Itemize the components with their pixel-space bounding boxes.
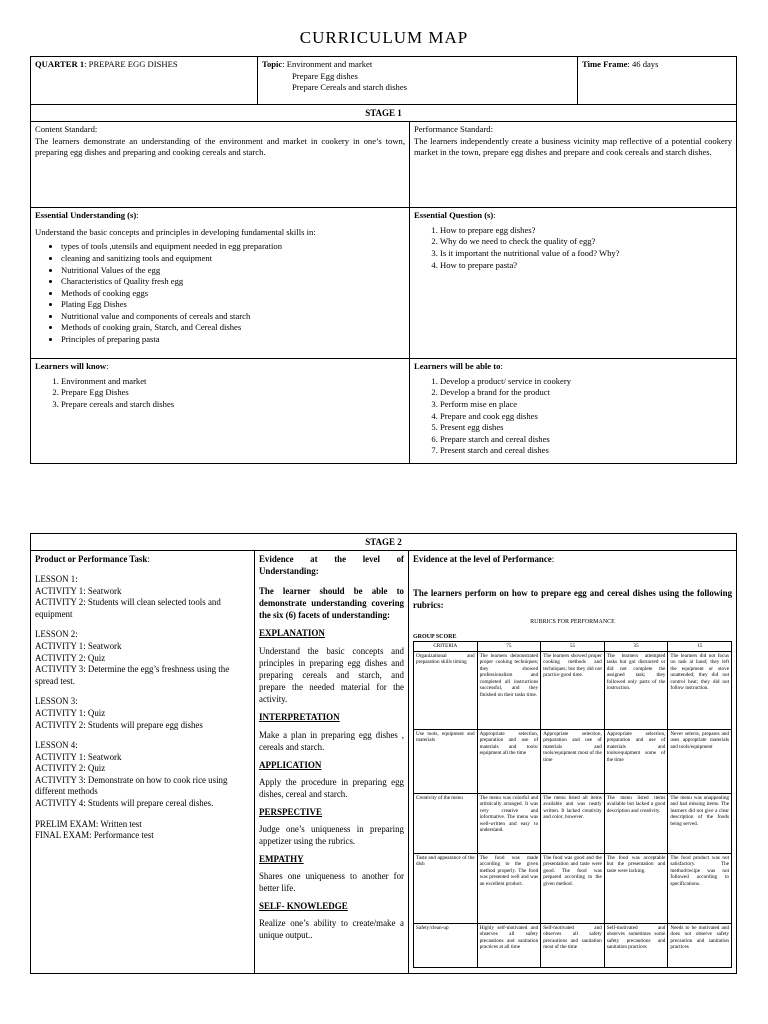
lesson-line: ACTIVITY 3: Demonstrate on how to cook rice using different methods (35, 774, 228, 797)
stage2-heading: STAGE 2 (31, 534, 737, 551)
rubric-cell: Creativity of the menu (414, 793, 478, 853)
rubric-cell: Self-motivated and observes all safety precautions and sanitation most of the time (541, 923, 605, 967)
rubric-header-row (414, 642, 732, 652)
lesson-2 (35, 629, 250, 687)
list-item: 4. Prepare and cook egg dishes (440, 411, 732, 423)
evidence-understanding-cell: Evidence at the level of Understanding: The learner should be able to demonstrate understanding covering the six (6) facets of understanding: EXPLANATION Understand the basic concepts and principles in preparing egg dishes and preparing cereals and starch, and prepare the needed material for the activity. INTERPRETATION Make a plan in preparing egg dishes , cereals and starch. APPLICATION Apply the procedure in preparing egg dishes, cereal and starch. PERSPECTIVE Judge one’s uniqueness in preparing appetizer using the rubrics. EMPATHY Shares one uniqueness to another for better life. SELF- KNOWLEDGE Realize one’s ability to create/make a unique output.. (255, 551, 409, 974)
rubric-cell: Appropriate selection, preparation and use of materials and tools/equipment some of the time (604, 729, 668, 793)
content-standard-text: The learners demonstrate an understanding of the environment and market in cookery in one’s town, preparing egg dishes and preparing and cooking cereals and starch. (35, 135, 405, 158)
lesson-line: ACTIVITY 1: Quiz (35, 707, 106, 718)
rubric-cell: Highly self-motivated and observes all safety precautions and sanitation practices at all time (477, 923, 541, 967)
table-row (414, 729, 732, 793)
rubric-cell: The menu was colorful and artistically arranged. It was very creative and informative. The menu was well-written and easy to understand. (477, 793, 541, 853)
eu-intro: Understand the basic concepts and principles in developing fundamental skills in: (35, 226, 316, 237)
rubric-cell: The food was made according to the given method properly. The food was presented well and was an excellent product. (477, 853, 541, 923)
facet-text: Realize one’s ability to create/make a unique output.. (259, 918, 404, 941)
know-list (35, 376, 405, 411)
rubric-cell: The learners demonstrated proper cooking techniques; they showed professionalism and completed all instructions successful, and they finished on their tasks time. (477, 651, 541, 729)
list-item: 3. Perform mise en place (440, 399, 732, 411)
exam-line: FINAL EXAM: Performance test (35, 830, 154, 841)
list-item: 1. Environment and market (61, 376, 405, 388)
facet-text: Judge one’s uniqueness in preparing appetizer using the rubrics. (259, 823, 404, 846)
topic-line-2: Prepare Egg dishes (292, 70, 358, 81)
list-item: 7. Present starch and cereal dishes (440, 445, 732, 457)
topic-cell (258, 57, 578, 105)
group-score-label: GROUP SCORE (413, 634, 457, 641)
lesson-line: LESSON 3: (35, 696, 78, 707)
able-label: Learners will be able to (414, 361, 501, 372)
page-title: CURRICULUM MAP (299, 28, 469, 47)
list-item: 4. How to prepare pasta? (440, 260, 732, 272)
lesson-1 (35, 574, 250, 620)
rubric-cell: Safety/clean-up (414, 923, 478, 967)
list-item: 2. Develop a brand for the product (440, 387, 732, 399)
stage2-table (30, 533, 737, 974)
facet-text: Shares one uniqueness to another for better life. (259, 871, 404, 894)
list-item: 1. Develop a product/ service in cookery (440, 376, 732, 388)
rubric-table (413, 641, 732, 968)
lesson-4 (35, 740, 250, 809)
facet-name: APPLICATION (259, 759, 322, 770)
list-item: • Plating Egg Dishes (61, 299, 405, 311)
rubric-cell: The food was good and the presentation and taste were good. The food was prepared according to the given method. (541, 853, 605, 923)
timeframe-value: : 46 days (627, 59, 659, 69)
list-item: • Characteristics of Quality fresh egg (61, 276, 405, 288)
lesson-line: LESSON 1: (35, 574, 78, 585)
rubric-cell: The menu listed all items available and was neatly written. It lacked creativity and color, however. (541, 793, 605, 853)
essential-understanding-cell: Essential Understanding (s): Understand the basic concepts and principles in developing fundamental skills in: • types of tools ,utensils and equipment needed in egg preparation • cleaning and sanitizing tools and equipment • Nutritional Values of the egg • Characteristics of Quality fresh egg • Methods of cooking eggs • Plating Egg Dishes • Nutritional value and components of cereals and starch • Methods of cooking grain, Starch, and Cereal dishes • Principles of preparing pasta (31, 208, 410, 359)
table-row (414, 793, 732, 853)
quarter-label: QUARTER 1 (35, 59, 85, 69)
facet-name: EXPLANATION (259, 628, 325, 639)
lesson-3 (35, 696, 250, 731)
rubric-cell: The learners attempted tasks but got distracted or did not complete the assigned task; they followed only parts of the instruction. (604, 651, 668, 729)
quarter-value: : PREPARE EGG DISHES (84, 59, 178, 69)
rubric-cell: The food product was not satisfactory. The method/recipe was not followed according to specifications. (668, 853, 732, 923)
rubric-header-cell: CRITERIA (414, 642, 478, 652)
timeframe-label: Time Frame (582, 59, 628, 69)
content-standard-label: Content Standard: (35, 124, 98, 135)
lesson-line: ACTIVITY 1: Seatwork (35, 641, 122, 652)
exams (35, 819, 250, 842)
list-item: • cleaning and sanitizing tools and equipment (61, 253, 405, 265)
eu-label: Essential Understanding (s) (35, 210, 137, 221)
rubric-cell: Never selects, prepares and uses appropriate materials and tools/equipment (668, 729, 732, 793)
evidence-understanding-intro: The learner should be able to demonstrate understanding covering the six (6) facets of understanding (259, 586, 404, 621)
evidence-understanding-label: Evidence at the level of Understanding (259, 554, 404, 577)
know-label: Learners will know (35, 361, 107, 372)
facet-name: PERSPECTIVE (259, 806, 323, 817)
performance-standard-cell (410, 122, 737, 208)
lesson-line: LESSON 2: (35, 629, 78, 640)
rubric-cell: Organizational and preparation skills timing (414, 651, 478, 729)
rubric-cell: The learners did not focus on task at hand; they left the equipment or stove unattended; they did not control heat; they did not follow instruction. (668, 651, 732, 729)
rubric-cell: The menu listed items available but lacked a good description and creativity. (604, 793, 668, 853)
topic-label: Topic (262, 59, 283, 69)
facet-name: SELF- KNOWLEDGE (259, 901, 348, 912)
rubric-cell: Needs to be motivated and does not observe safety precaution and sanitation practices (668, 923, 732, 967)
facet-name: EMPATHY (259, 853, 304, 864)
exam-line: PRELIM EXAM: Written test (35, 818, 142, 829)
rubric-cell: The menu was unappealing and had missing items. The learners did not give a clear description of the foods being served. (668, 793, 732, 853)
content-standard-cell (31, 122, 410, 208)
eu-list (35, 241, 405, 345)
performance-task-cell: Product or Performance Task: LESSON 1: ACTIVITY 1: Seatwork ACTIVITY 2: Students will clean selected tools and equipment LESSON 2: ACTIVITY 1: Seatwork ACTIVITY 2: Quiz ACTIVITY 3: Determine the egg’s freshness using the spread test. LESSON 3: ACTIVITY 1: Quiz ACTIVITY 2: Students will prepare egg dishes LESSON 4: ACTIVITY 1: Seatwork ACTIVITY 2: Quiz ACTIVITY 3: Demonstrate on how to cook rice using different methods ACTIVITY 4: Students will prepare cereal dishes. PRELIM EXAM: Written test FINAL EXAM: Performance test (31, 551, 255, 974)
table-row (414, 853, 732, 923)
rubric-header-cell: 15 (668, 642, 732, 652)
task-label: Product or Performance Task (35, 554, 148, 565)
stage1-table (30, 56, 737, 464)
list-item: • Methods of cooking grain, Starch, and Cereal dishes (61, 322, 405, 334)
facet-text: Understand the basic concepts and principles in preparing egg dishes and preparing cereals and starch, and prepare the needed material for the activity. (259, 646, 404, 705)
topic-line-3: Prepare Cereals and starch dishes (292, 82, 408, 93)
evidence-performance-intro: The learners perform on how to prepare egg and cereal dishes using the following rubrics (413, 588, 733, 611)
list-item: 5. Present egg dishes (440, 422, 732, 434)
table-row (414, 923, 732, 967)
rubric-cell: Appropriate selection, preparation and use of materials and tools/equipment most of the time (541, 729, 605, 793)
list-item: 2. Why do we need to check the quality of egg? (440, 236, 732, 248)
lesson-line: LESSON 4: (35, 740, 78, 751)
list-item: 2. Prepare Egg Dishes (61, 387, 405, 399)
quarter-cell (31, 57, 258, 105)
list-item: • Nutritional value and components of cereals and starch (61, 311, 405, 323)
lesson-line: ACTIVITY 2: Students will prepare egg dishes (35, 719, 203, 730)
topic-line-1: : Environment and market (282, 59, 373, 69)
rubric-cell: Self-motivated and observes sometimes some safety precautions and sanitation practices (604, 923, 668, 967)
list-item: • Nutritional Values of the egg (61, 265, 405, 277)
list-item: 6. Prepare starch and cereal dishes (440, 434, 732, 446)
rubric-header-cell: 75 (477, 642, 541, 652)
lesson-line: ACTIVITY 3: Determine the egg’s freshness using the spread test. (35, 664, 230, 686)
performance-standard-label: Performance Standard: (414, 124, 493, 135)
rubric-cell: The learners showed proper cooking methods and techniques; but they did not practice good time. (541, 651, 605, 729)
evidence-performance-label: Evidence at the level of Performance (413, 554, 552, 565)
facet-name: INTERPRETATION (259, 712, 340, 723)
lesson-line: ACTIVITY 1: Seatwork (35, 751, 122, 762)
list-item: • types of tools ,utensils and equipment needed in egg preparation (61, 241, 405, 253)
list-item: • Methods of cooking eggs (61, 288, 405, 300)
list-item: 3. Is it important the nutritional value of a food? Why? (440, 248, 732, 260)
rubrics-title: RUBRICS FOR PERFORMANCE (530, 619, 615, 626)
facet-text: Apply the procedure in preparing egg dishes, cereal and starch. (259, 776, 404, 799)
rubric-cell: The food was acceptable but the presentation and taste were lacking. (604, 853, 668, 923)
rubric-cell: Taste and appearance of the dish (414, 853, 478, 923)
timeframe-cell (578, 57, 737, 105)
list-item: 1. How to prepare egg dishes? (440, 225, 732, 237)
essential-question-cell: Essential Question (s): 1. How to prepare egg dishes? 2. Why do we need to check the quality of egg? 3. Is it important the nutritional value of a food? Why? 4. How to prepare pasta? (410, 208, 737, 359)
lesson-line: ACTIVITY 2: Quiz (35, 763, 106, 774)
lesson-line: ACTIVITY 2: Students will clean selected tools and equipment (35, 597, 221, 619)
rubric-header-cell: 35 (604, 642, 668, 652)
eq-list (414, 225, 732, 271)
lesson-line: ACTIVITY 1: Seatwork (35, 585, 122, 596)
learners-know-cell: Learners will know: 1. Environment and market 2. Prepare Egg Dishes 3. Prepare cereals and starch dishes (31, 359, 410, 464)
performance-standard-text: The learners independently create a business vicinity map reflective of a potential cookery market in the town, prepare egg dishes and prepare and cook cereals and starch dishes. (414, 135, 732, 158)
learners-able-cell: Learners will be able to: 1. Develop a product/ service in cookery 2. Develop a brand for the product 3. Perform mise en place 4. Prepare and cook egg dishes 5. Present egg dishes 6. Prepare starch and cereal dishes 7. Present starch and cereal dishes (410, 359, 737, 464)
rubric-cell: Appropriate selection, preparation and use of materials and tools/ equipment all the time (477, 729, 541, 793)
rubric-cell: Use tools, equipment and materials (414, 729, 478, 793)
evidence-performance-cell: Evidence at the level of Performance: The learners perform on how to prepare egg and cereal dishes using the following rubrics: RUBRICS FOR PERFORMANCE GROUP SCORE CRITERIA 75 55 35 15 Organizational and preparation skills timing The learners demonstrated proper cooking techniques; they showed professionalism and completed all instructions successful, and they finished on their tasks time. The learners showed proper cooking methods and techniques; but they did not practice good time. The learners attempted tasks but got distracted or did not complete the assigned task; they followed only parts of the instruction. The learners did not focus on task at hand; they left the equipment or stove unattended; they did not control heat; they did not follow instruction. Use tools, equipment and materials Appropriate selection, preparation and use of materials and tools/ equipment all the time Appropriate selection, preparation and use of materials and tools/equipment most of the time Appropriate selection, preparation and use of materials and tools/equipment some of the time Never selects, prepares and uses appropriate materials and tools/equipment Creativity of the menu The menu was colorful and artistically arranged. It was very creative and informative. The menu was well-written and easy to understand. The menu listed all items available and was neatly written. It lacked creativity and color, however. The menu listed items available but lacked a good description and creativity. The menu was unappealing and had missing items. The learners did not give a clear description of the foods being served. Taste and appearance of the dish The food was made according to the given method properly. The food was presented well and was an excellent product. The food was good and the presentation and taste were good. The food was prepared according to the given method. The food was acceptable but the presentation and taste were lacking. The food product was not satisfactory. The method/recipe was not followed according to specifications. Safety/clean-up Highly self-motivated and observes all safety precautions and sanitation practices at all time Self-motivated and observes all safety precautions and sanitation most of the time Self-motivated and observes sometimes some safety precautions and sanitation practices Needs to be motivated and does not observe safety precaution and sanitation practices (409, 551, 737, 974)
lesson-line: ACTIVITY 2: Quiz (35, 652, 106, 663)
list-item: 3. Prepare cereals and starch dishes (61, 399, 405, 411)
list-item: • Principles of preparing pasta (61, 334, 405, 346)
stage1-heading: STAGE 1 (31, 105, 737, 122)
rubric-header-cell: 55 (541, 642, 605, 652)
table-row (414, 651, 732, 729)
eq-label: Essential Question (s) (414, 210, 494, 221)
lesson-line: ACTIVITY 4: Students will prepare cereal dishes. (35, 797, 214, 808)
able-list (414, 376, 732, 457)
facet-text: Make a plan in preparing egg dishes , cereals and starch. (259, 729, 404, 752)
